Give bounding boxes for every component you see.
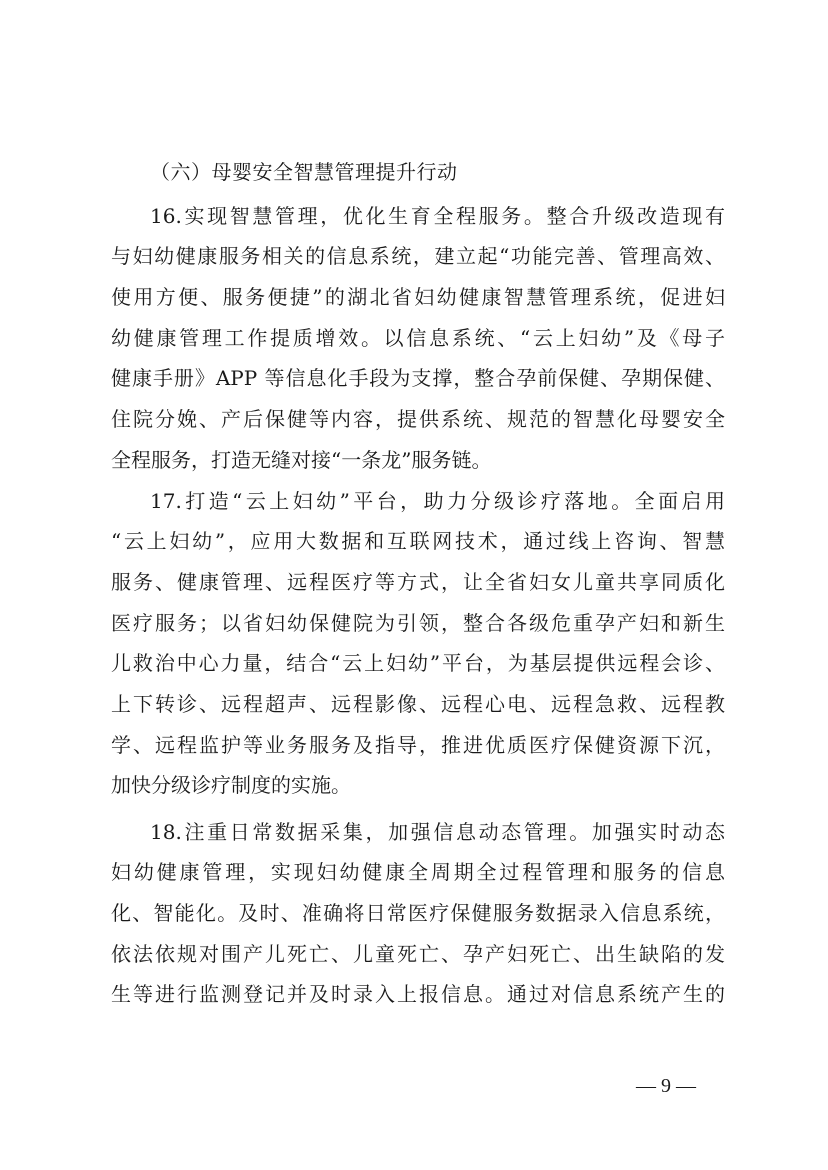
paragraph-16-line-2: 与妇幼健康服务相关的信息系统，建立起“功能完善、管理高效、	[111, 244, 725, 268]
page-number: — 9 —	[636, 1075, 696, 1097]
paragraph-16-line-1: 16.实现智慧管理，优化生育全程服务。整合升级改造现有	[150, 204, 725, 228]
paragraph-17-line-6: 上下转诊、远程超声、远程影像、远程心电、远程急救、远程教	[111, 692, 725, 716]
paragraph-17-line-1: 17.打造“云上妇幼”平台，助力分级诊疗落地。全面启用	[150, 489, 725, 513]
section-heading: （六）母婴安全智慧管理提升行动	[150, 160, 458, 184]
paragraph-17-line-8: 加快分级诊疗制度的实施。	[111, 773, 351, 797]
paragraph-17-line-2: “云上妇幼”，应用大数据和互联网技术，通过线上咨询、智慧	[111, 529, 725, 553]
paragraph-16-line-4: 幼健康管理工作提质增效。以信息系统、“云上妇幼”及《母子	[111, 326, 725, 350]
paragraph-16-line-6: 住院分娩、产后保健等内容，提供系统、规范的智慧化母婴安全	[111, 407, 725, 431]
paragraph-17-line-5: 儿救治中心力量，结合“云上妇幼”平台，为基层提供远程会诊、	[111, 651, 725, 675]
paragraph-16-line-5: 健康手册》APP 等信息化手段为支撑，整合孕前保健、孕期保健、	[111, 366, 725, 390]
paragraph-16-line-7: 全程服务，打造无缝对接“一条龙”服务链。	[111, 448, 492, 472]
paragraph-18-line-5: 生等进行监测登记并及时录入上报信息。通过对信息系统产生的	[111, 982, 725, 1006]
paragraph-18-line-3: 化、智能化。及时、准确将日常医疗保健服务数据录入信息系统，	[111, 901, 725, 925]
paragraph-18-line-2: 妇幼健康管理，实现妇幼健康全周期全过程管理和服务的信息	[111, 860, 725, 884]
paragraph-16-line-3: 使用方便、服务便捷”的湖北省妇幼健康智慧管理系统，促进妇	[111, 285, 725, 309]
paragraph-17-line-3: 服务、健康管理、远程医疗等方式，让全省妇女儿童共享同质化	[111, 570, 725, 594]
paragraph-17-line-4: 医疗服务；以省妇幼保健院为引领，整合各级危重孕产妇和新生	[111, 611, 725, 635]
paragraph-18-line-1: 18.注重日常数据采集，加强信息动态管理。加强实时动态	[150, 820, 725, 844]
paragraph-18-line-4: 依法依规对围产儿死亡、儿童死亡、孕产妇死亡、出生缺陷的发	[111, 942, 725, 966]
paragraph-17-line-7: 学、远程监护等业务服务及指导，推进优质医疗保健资源下沉，	[111, 733, 725, 757]
